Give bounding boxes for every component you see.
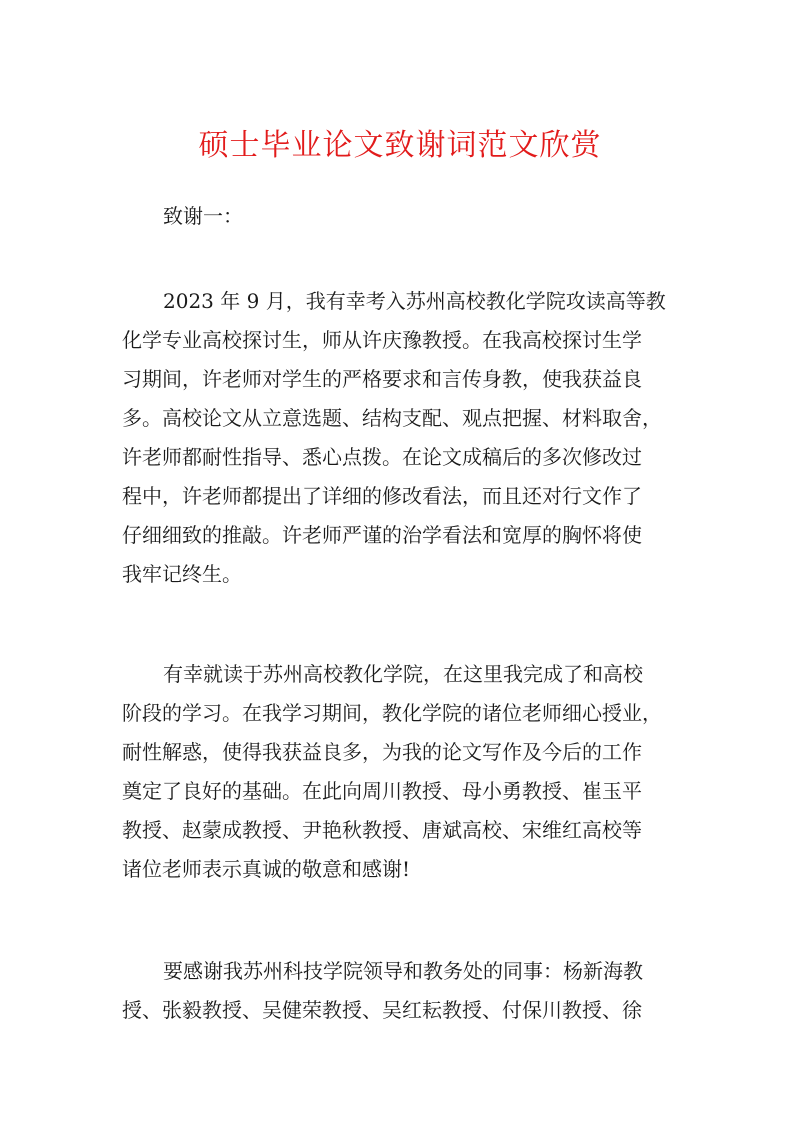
paragraph-line: 习期间，许老师对学生的严格要求和言传身教，使我获益良 xyxy=(122,367,642,391)
paragraph-line: 阶段的学习。在我学习期间，教化学院的诸位老师细心授业， xyxy=(122,701,662,725)
paragraph-1 xyxy=(122,282,684,594)
paragraph-line: 要感谢我苏州科技学院领导和教务处的同事：杨新海教 xyxy=(163,959,643,983)
paragraph-line: 仔细细致的推敲。许老师严谨的治学看法和宽厚的胸怀将使 xyxy=(122,523,642,547)
paragraph-2 xyxy=(122,655,684,889)
paragraph-line: 许老师都耐性指导、悉心点拨。在论文成稿后的多次修改过 xyxy=(122,445,642,469)
paragraph-line: 耐性解惑，使得我获益良多，为我的论文写作及今后的工作 xyxy=(122,740,642,764)
paragraph-line: 诸位老师表示真诚的敬意和感谢! xyxy=(122,857,411,881)
paragraph-line: 程中，许老师都提出了详细的修改看法，而且还对行文作了 xyxy=(122,484,642,508)
paragraph-3 xyxy=(122,952,684,1030)
paragraph-line: 化学专业高校探讨生，师从许庆豫教授。在我高校探讨生学 xyxy=(122,328,642,352)
paragraph-line: 教授、赵蒙成教授、尹艳秋教授、唐斌高校、宋维红高校等 xyxy=(122,818,642,842)
paragraph-line: 有幸就读于苏州高校教化学院，在这里我完成了和高校 xyxy=(163,662,643,686)
paragraph-line: 我牢记终生。 xyxy=(122,562,242,586)
paragraph-line: 2023 年 9 月，我有幸考入苏州高校教化学院攻读高等教 xyxy=(163,289,666,313)
section-heading: 致谢一： xyxy=(163,204,243,228)
document-title: 硕士毕业论文致谢词范文欣赏 xyxy=(198,128,602,163)
paragraph-line: 授、张毅教授、吴健荣教授、吴红耘教授、付保川教授、徐 xyxy=(122,998,642,1022)
paragraph-line: 奠定了良好的基础。在此向周川教授、母小勇教授、崔玉平 xyxy=(122,779,642,803)
paragraph-line: 多。高校论文从立意选题、结构支配、观点把握、材料取舍， xyxy=(122,406,662,430)
